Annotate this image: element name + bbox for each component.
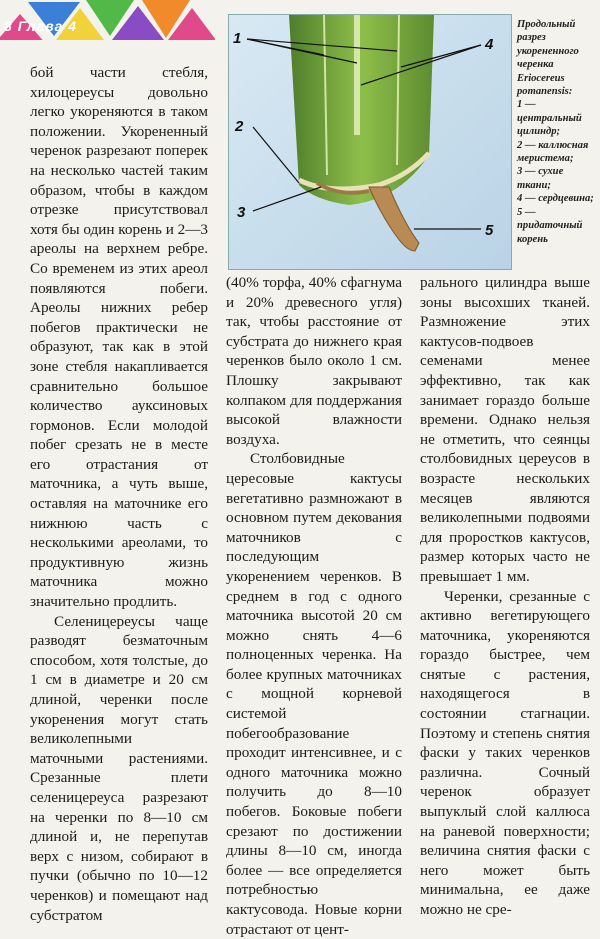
text-column-1 xyxy=(30,63,208,925)
chapter-label: Глава 4 xyxy=(17,18,77,34)
page-number: 8 xyxy=(4,18,13,34)
figure-label-5: 5 xyxy=(485,222,494,239)
cutting-illustration xyxy=(229,15,511,269)
text-column-3 xyxy=(420,273,590,920)
figure-label-3: 3 xyxy=(237,204,246,221)
chapter-heading xyxy=(4,18,77,34)
figure-label-4: 4 xyxy=(485,36,494,53)
header-triangle xyxy=(168,8,215,40)
paragraph: Столбовидные цересовые кактусы вегетативно размножают в основном путем декования маточников с последующим укоренением черенков. В среднем в год с одного маточника высотой 20 см можно снять 4—6 полноценных черенка. На более крупных маточниках с мощной корневой системой побегообразование проходит интенсивнее, и с одного маточника можно получить до 8—10 побегов. Боковые побеги срезают по достижении длины 8—10 см, иногда более — все определяется потребностью кактусовода. Новые корни отрастают от цент- xyxy=(226,450,402,938)
cutting-section-photo xyxy=(228,14,512,270)
caption-item: 3 — сухие ткани; xyxy=(517,166,564,191)
caption-item: 1 — центральный цилиндр; xyxy=(517,99,582,138)
caption-title: Продольный разрез укорененного черенка Eriocereus pomanensis: xyxy=(517,19,579,98)
text-column-2 xyxy=(226,273,402,939)
caption-item: 5 — придаточный корень xyxy=(517,206,583,245)
paragraph: рального цилиндра выше зоны высохших тканей. Размножение этих кактусов-подвоев семенами менее эффективно, так как занимает гораздо больше времени. Однако нельзя не отметить, что сеянцы столбовидных цереусов в возрасте нескольких месяцев являются великолепными подвоями для проростков кактусов, размер которых часто не превышает 1 мм. xyxy=(420,274,590,585)
figure-label-2: 2 xyxy=(235,118,244,135)
paragraph: (40% торфа, 40% сфагнума и 20% древесного угля) так, чтобы расстояние от субстрата до нижнего края черенков было около 1 см. Плошку закрывают колпаком для поддержания высокой влажности воздуха. xyxy=(226,274,402,448)
figure-caption xyxy=(517,18,599,246)
header-band xyxy=(0,0,215,40)
caption-item: 4 — сердцевина; xyxy=(517,193,594,205)
paragraph: бой части стебля, хилоцереусы довольно легко укореняются в таком положении. Укорененный черенок разрезают поперек на несколько частей таким образом, чтобы в каждом отрезке присутствовал хотя бы один корень и 2—3 ареолы на верхнем ребре. Со временем из этих ареол появляются побеги. Ареолы нижних ребер побегов практически не образуют, так как в этой зоне стебля накапливается сравнительно большое количество ауксиновых гормонов. Если молодой побег срезать не в месте его отрастания от маточника, а чуть выше, оставляя на маточнике его нижнюю часть с несколькими ареолами, то продуктивную жизнь маточника можно значительно продлить. xyxy=(30,64,208,611)
paragraph: Селеницереусы чаще разводят безматочным способом, хотя толстые, до 1 см в диаметре и 20 см длиной, черенки после укоренения могут стать великолепными маточными растениями. Срезанные плети селеницереуса разрезают на черенки по 8—10 см длиной и, не перепутав верх с низом, собирают в пучки (обычно по 10—12 черенков) и помещают над субстратом xyxy=(30,612,208,924)
figure-label-1: 1 xyxy=(233,30,242,47)
paragraph: Черенки, срезанные с активно вегетирующего маточника, укореняются гораздо быстрее, чем снятые с растения, находящегося в состоянии стагнации. Поэтому и степень снятия фаски у таких черенков различна. Сочный черенок образует выпуклый слой каллюса на раневой поверхности; величина снятия фаски с него может быть минимальна, ее даже можно не сре- xyxy=(420,587,590,918)
caption-item: 2 — каллюсная меристема; xyxy=(517,139,589,165)
